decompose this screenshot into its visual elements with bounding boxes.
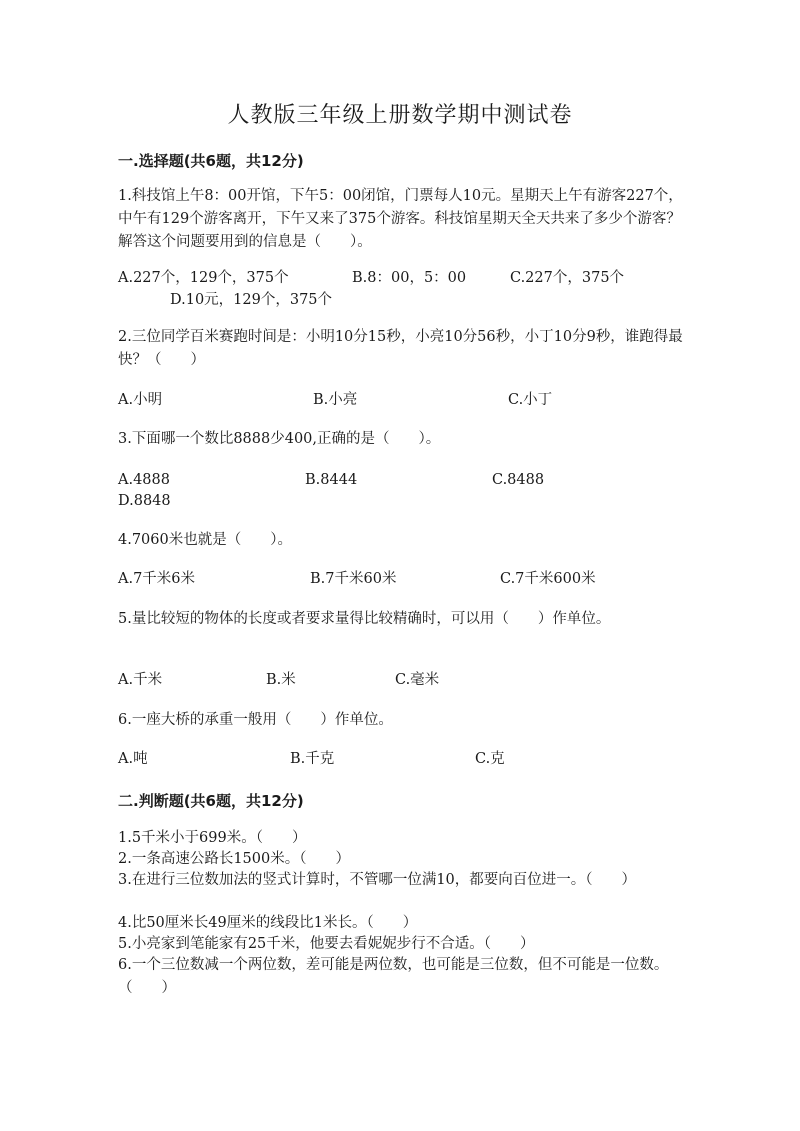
question-3: 3.下面哪一个数比8888少400,正确的是（ ）。 bbox=[118, 431, 441, 447]
q2-option-c: C.小丁 bbox=[508, 392, 553, 408]
question-1: 1.科技馆上午8：00开馆，下午5：00闭馆，门票每人10元。星期天上午有游客227个，中午有129个游客离开，下午又来了375个游客。科技馆星期天全天共来了多少个游客？解答这个问题要用到的信息是（ ）。 bbox=[118, 188, 683, 250]
section-heading-judge: 二.判断题(共6题，共12分) bbox=[118, 792, 304, 810]
q6-option-a: A.吨 bbox=[118, 751, 148, 767]
q5-option-a: A.千米 bbox=[118, 672, 163, 688]
q3-option-c: C.8488 bbox=[492, 472, 545, 488]
question-2: 2.三位同学百米赛跑时间是：小明10分15秒，小亮10分56秒，小丁10分9秒，谁跑得最快？（ ） bbox=[118, 329, 683, 368]
page-title: 人教版三年级上册数学期中测试卷 bbox=[227, 103, 573, 128]
judge-item-1: 1.5千米小于699米。（ ） bbox=[118, 830, 307, 846]
q4-option-b: B.7千米60米 bbox=[310, 571, 397, 587]
q5-option-c: C.毫米 bbox=[395, 672, 440, 688]
q2-option-b: B.小亮 bbox=[313, 392, 358, 408]
judge-item-4: 4.比50厘米长49厘米的线段比1米长。（ ） bbox=[118, 915, 418, 931]
question-4: 4.7060米也就是（ ）。 bbox=[118, 532, 292, 548]
section-heading-choice: 一.选择题(共6题，共12分) bbox=[118, 152, 304, 170]
q1-option-b: B.8：00，5：00 bbox=[352, 270, 467, 286]
q5-option-b: B.米 bbox=[266, 672, 296, 688]
q4-option-c: C.7千米600米 bbox=[500, 571, 596, 587]
q1-option-c: C.227个，375个 bbox=[510, 270, 625, 286]
q2-option-a: A.小明 bbox=[118, 392, 163, 408]
judge-item-2: 2.一条高速公路长1500米。（ ） bbox=[118, 851, 350, 867]
question-5: 5.量比较短的物体的长度或者要求量得比较精确时，可以用（ ）作单位。 bbox=[118, 611, 611, 627]
q6-option-b: B.千克 bbox=[290, 751, 335, 767]
question-6: 6.一座大桥的承重一般用（ ）作单位。 bbox=[118, 712, 393, 728]
q3-option-d: D.8848 bbox=[118, 493, 171, 509]
judge-item-5: 5.小亮家到笔能家有25千米，他要去看妮妮步行不合适。（ ） bbox=[118, 936, 535, 952]
q3-option-a: A.4888 bbox=[118, 472, 170, 488]
q6-option-c: C.克 bbox=[475, 751, 505, 767]
q1-option-d: D.10元，129个，375个 bbox=[170, 292, 333, 308]
q1-option-a: A.227个，129个，375个 bbox=[118, 270, 289, 286]
q4-option-a: A.7千米6米 bbox=[118, 571, 196, 587]
judge-item-6: 6.一个三位数减一个两位数，差可能是两位数，也可能是三位数，但不可能是一位数。（ ） bbox=[118, 957, 669, 996]
judge-item-3: 3.在进行三位数加法的竖式计算时，不管哪一位满10，都要向百位进一。（ ） bbox=[118, 872, 637, 888]
q3-option-b: B.8444 bbox=[305, 472, 358, 488]
